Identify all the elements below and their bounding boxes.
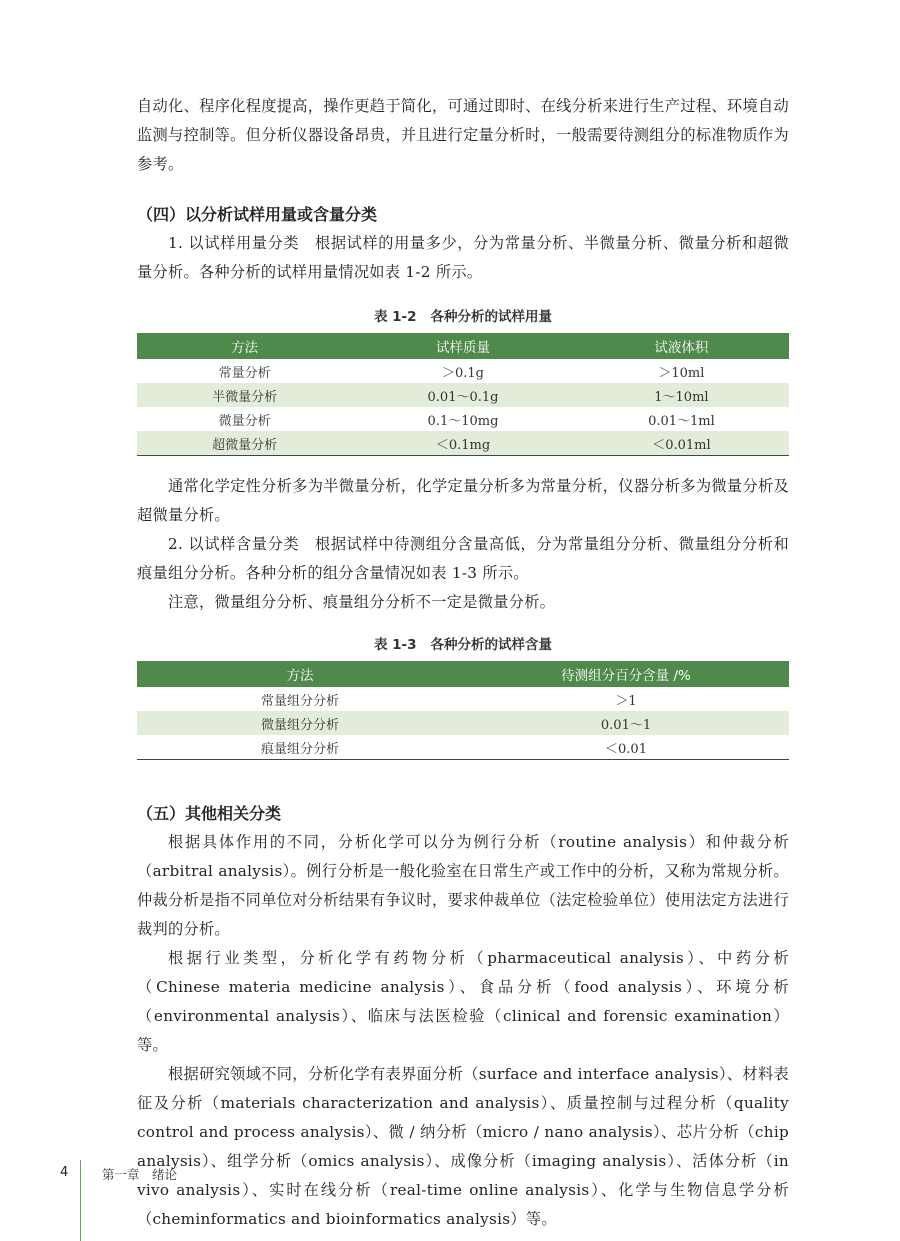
table-title: 各种分析的试样用量 bbox=[430, 309, 553, 325]
column-header: 试液体积 bbox=[574, 333, 789, 359]
paragraph: 根据行业类型，分析化学有药物分析（pharmaceutical analysis）、中药分析（Chinese materia medicine analysis）、食品分析（food analysis）、环境分析（environmental analysis）、临床与法医检验（clinical and forensic examination）等。 bbox=[137, 949, 789, 1054]
paragraph: 1. 以试样用量分类 根据试样的用量多少，分为常量分析、半微量分析、微量分析和超微量分析。各种分析的试样用量情况如表 1-2 所示。 bbox=[137, 234, 789, 281]
table-header-row bbox=[137, 661, 789, 687]
paragraph: 根据研究领域不同，分析化学有表界面分析（surface and interface analysis）、材料表征及分析（materials characterization and analysis）、质量控制与过程分析（quality control and process analysis）、微 / 纳分析（micro / nano analysis）、芯片分析（chip analysis）、组学分析（omics analysis）、成像分析（imaging analysis）、活体分析（in vivo analysis）、实时在线分析（real-time online analysis）、化学与生物信息学分析（cheminformatics and bioinformatics analysis）等。 bbox=[137, 1065, 789, 1228]
table-title: 各种分析的试样含量 bbox=[430, 637, 553, 653]
table-cell: 0.1～10mg bbox=[427, 413, 499, 429]
table-row bbox=[137, 687, 789, 711]
table-cell: 常量组分分析 bbox=[260, 693, 339, 709]
table-row bbox=[137, 359, 789, 383]
table-cell: 痕量组分分析 bbox=[260, 741, 339, 757]
table-cell: 微量分析 bbox=[218, 413, 271, 429]
table-cell: ＜0.01 bbox=[605, 741, 647, 757]
table-cell: 半微量分析 bbox=[137, 383, 352, 407]
section-heading-4: （四）以分析试样用量或含量分类 bbox=[137, 205, 378, 224]
column-header: 方法 bbox=[137, 333, 352, 359]
table-cell: 0.01～1ml bbox=[648, 413, 715, 429]
paragraph: 通常化学定性分析多为半微量分析，化学定量分析多为常量分析，仪器分析多为微量分析及超微量分析。 bbox=[137, 477, 789, 524]
table-cell: 0.01～1 bbox=[463, 711, 789, 735]
page-number: 4 bbox=[60, 1165, 69, 1180]
page-body bbox=[137, 88, 789, 1234]
table-cell: 常量分析 bbox=[218, 365, 271, 381]
table-cell: 超微量分析 bbox=[137, 431, 352, 456]
footer-rule bbox=[80, 1160, 81, 1241]
paragraph: 自动化、程序化程度提高，操作更趋于简化，可通过即时、在线分析来进行生产过程、环境自动监测与控制等。但分析仪器设备昂贵，并且进行定量分析时，一般需要待测组分的标准物质作为参考。 bbox=[137, 97, 789, 173]
table-caption bbox=[137, 635, 789, 655]
table-row bbox=[137, 407, 789, 431]
table-caption bbox=[137, 307, 789, 327]
table-cell: 1～10ml bbox=[574, 383, 789, 407]
table-cell: 微量组分分析 bbox=[137, 711, 463, 735]
table-cell: ＜0.1mg bbox=[352, 431, 574, 456]
table-cell: ＞1 bbox=[615, 693, 637, 709]
table-row bbox=[137, 431, 789, 456]
column-header: 方法 bbox=[137, 661, 463, 687]
paragraph: 根据具体作用的不同，分析化学可以分为例行分析（routine analysis）和仲裁分析（arbitral analysis）。例行分析是一般化验室在日常生产或工作中的分析，又称为常规分析。仲裁分析是指不同单位对分析结果有争议时，要求仲裁单位（法定检验单位）使用法定方法进行裁判的分析。 bbox=[137, 833, 789, 938]
paragraph: 注意，微量组分分析、痕量组分分析不一定是微量分析。 bbox=[168, 593, 556, 611]
table-number: 表 1-3 bbox=[373, 637, 417, 653]
column-header: 待测组分百分含量 /% bbox=[463, 661, 789, 687]
table-number: 表 1-2 bbox=[373, 309, 417, 325]
table-header-row bbox=[137, 333, 789, 359]
sample-amount-table bbox=[137, 333, 789, 456]
table-cell: ＞10ml bbox=[658, 365, 705, 381]
column-header: 试样质量 bbox=[352, 333, 574, 359]
table-row bbox=[137, 383, 789, 407]
table-row bbox=[137, 711, 789, 735]
table-cell: ＞0.1g bbox=[441, 365, 484, 381]
table-row bbox=[137, 735, 789, 760]
chapter-title: 第一章 绪论 bbox=[102, 1167, 178, 1182]
paragraph: 2. 以试样含量分类 根据试样中待测组分含量高低，分为常量组分分析、微量组分分析和痕量组分分析。各种分析的组分含量情况如表 1-3 所示。 bbox=[137, 535, 789, 582]
table-cell: 0.01～0.1g bbox=[352, 383, 574, 407]
table-cell: ＜0.01ml bbox=[574, 431, 789, 456]
section-heading-5: （五）其他相关分类 bbox=[137, 804, 282, 823]
sample-content-table bbox=[137, 661, 789, 760]
